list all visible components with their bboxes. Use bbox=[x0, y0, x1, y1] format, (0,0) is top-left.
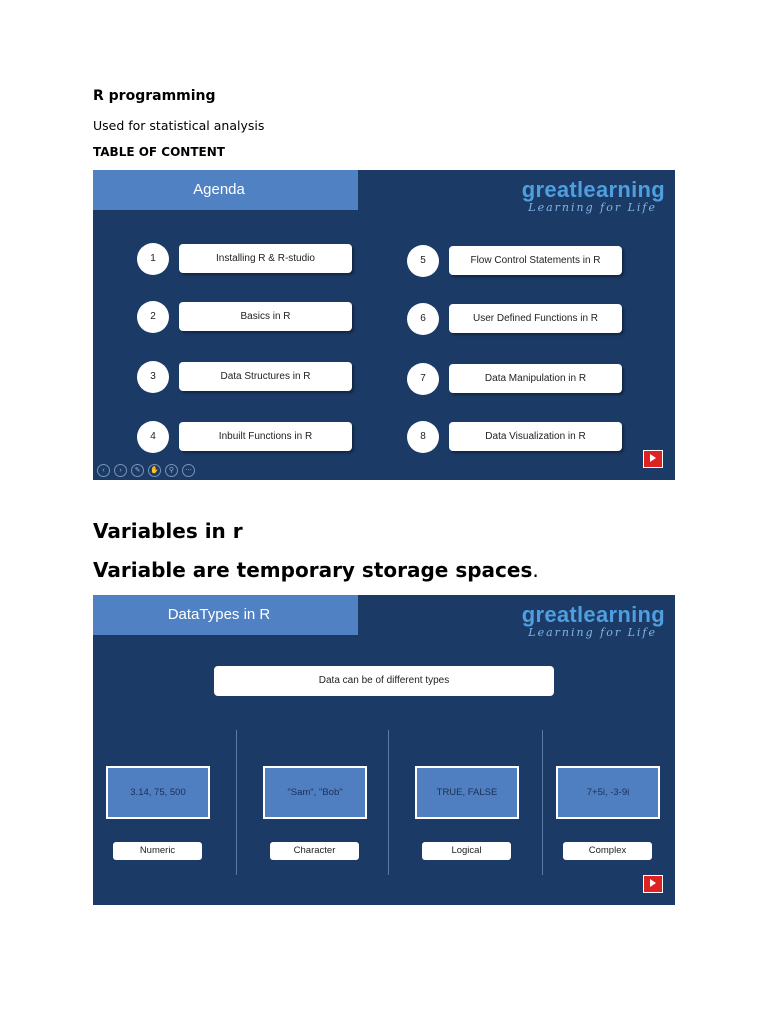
divider bbox=[388, 730, 389, 875]
agenda-item bbox=[137, 361, 357, 393]
variables-definition-text: Variable are temporary storage spaces bbox=[93, 558, 533, 582]
greatlearning-logo bbox=[522, 603, 665, 639]
agenda-label: Inbuilt Functions in R bbox=[179, 422, 352, 451]
type-label: Logical bbox=[422, 842, 511, 860]
agenda-number: 8 bbox=[407, 421, 439, 453]
doc-subtitle: Used for statistical analysis bbox=[93, 118, 265, 133]
agenda-number: 6 bbox=[407, 303, 439, 335]
agenda-label: Basics in R bbox=[179, 302, 352, 331]
agenda-slide-image bbox=[93, 170, 675, 480]
agenda-number: 5 bbox=[407, 245, 439, 277]
datatypes-slide-image bbox=[93, 595, 675, 905]
agenda-item bbox=[137, 243, 357, 275]
logo-tagline: Learning for Life bbox=[528, 201, 657, 214]
agenda-item bbox=[407, 363, 627, 395]
agenda-label: Data Visualization in R bbox=[449, 422, 622, 451]
type-example: 7+5i, -3-9i bbox=[556, 766, 660, 819]
logo-tagline: Learning for Life bbox=[528, 626, 657, 639]
variables-heading: Variables in r bbox=[93, 519, 243, 543]
agenda-item bbox=[137, 301, 357, 333]
divider bbox=[542, 730, 543, 875]
type-example: "Sam", "Bob" bbox=[263, 766, 367, 819]
prev-icon[interactable]: ‹ bbox=[97, 464, 110, 477]
agenda-label: User Defined Functions in R bbox=[449, 304, 622, 333]
toc-heading: TABLE OF CONTENT bbox=[93, 145, 225, 159]
type-label: Numeric bbox=[113, 842, 202, 860]
agenda-item bbox=[407, 245, 627, 277]
zoom-icon[interactable]: ⚲ bbox=[165, 464, 178, 477]
subscribe-icon bbox=[643, 450, 663, 468]
agenda-number: 4 bbox=[137, 421, 169, 453]
agenda-number: 3 bbox=[137, 361, 169, 393]
hand-icon[interactable]: ✋ bbox=[148, 464, 161, 477]
slide-banner-title: DataTypes in R bbox=[167, 606, 271, 623]
type-example: 3.14, 75, 500 bbox=[106, 766, 210, 819]
agenda-label: Installing R & R-studio bbox=[179, 244, 352, 273]
slide-controls bbox=[97, 464, 195, 477]
doc-title: R programming bbox=[93, 88, 216, 104]
slide-banner-title: Agenda bbox=[193, 181, 245, 198]
more-icon[interactable]: ⋯ bbox=[182, 464, 195, 477]
type-example: TRUE, FALSE bbox=[415, 766, 519, 819]
agenda-label: Flow Control Statements in R bbox=[449, 246, 622, 275]
agenda-number: 2 bbox=[137, 301, 169, 333]
type-label: Character bbox=[270, 842, 359, 860]
agenda-item bbox=[407, 421, 627, 453]
next-icon[interactable]: › bbox=[114, 464, 127, 477]
subscribe-icon bbox=[643, 875, 663, 893]
logo-name: greatlearning bbox=[521, 177, 665, 202]
greatlearning-logo bbox=[522, 178, 665, 214]
variables-definition-period: . bbox=[532, 558, 539, 582]
agenda-number: 7 bbox=[407, 363, 439, 395]
logo-name: greatlearning bbox=[521, 602, 665, 627]
agenda-label: Data Manipulation in R bbox=[449, 364, 622, 393]
type-label: Complex bbox=[563, 842, 652, 860]
pen-icon[interactable]: ✎ bbox=[131, 464, 144, 477]
agenda-item bbox=[137, 421, 357, 453]
divider bbox=[236, 730, 237, 875]
agenda-label: Data Structures in R bbox=[179, 362, 352, 391]
agenda-item bbox=[407, 303, 627, 335]
datatypes-caption: Data can be of different types bbox=[214, 666, 554, 696]
variables-definition bbox=[93, 558, 539, 582]
agenda-number: 1 bbox=[137, 243, 169, 275]
